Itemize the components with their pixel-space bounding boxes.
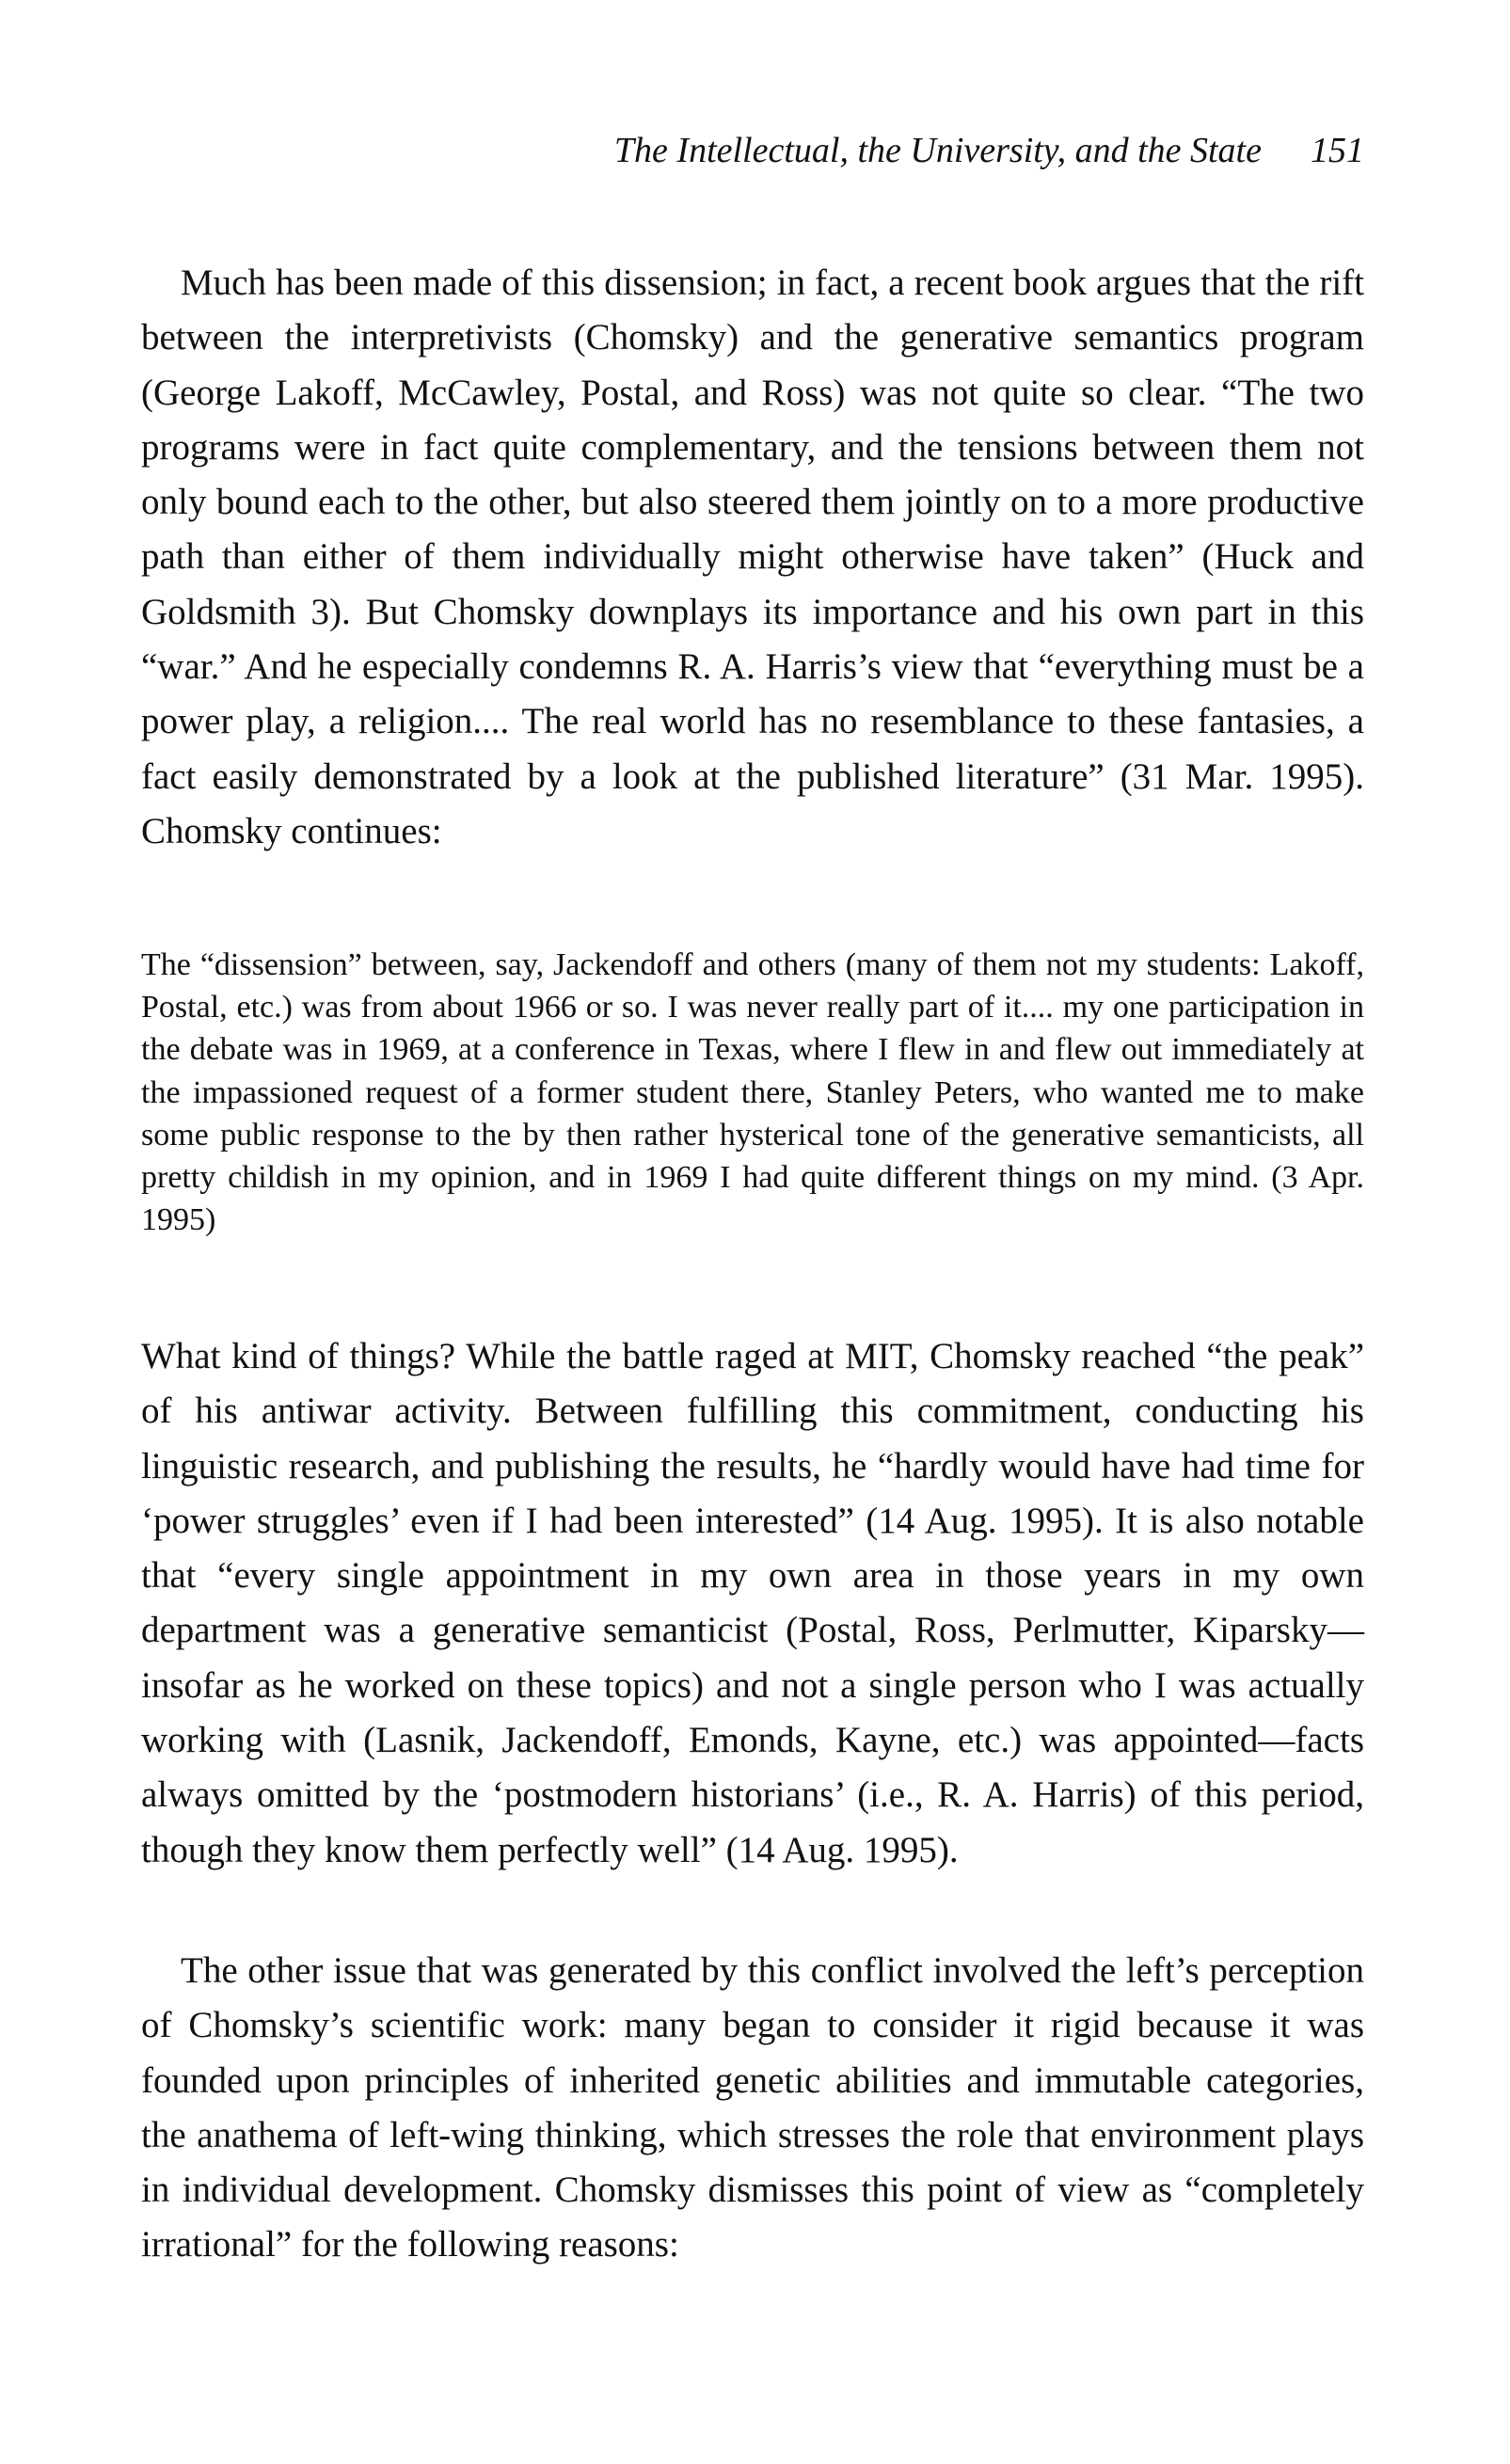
running-title: The Intellectual, the University, and the State: [613, 131, 1262, 170]
block-quote: The “dissension” between, say, Jackendoff and others (many of them not my students: Lakoff, Postal, etc.) was from about 1966 or so. I was never really part of it.... my one participation in the debate was in 1969, at a conference in Texas, where I flew in and flew out immediately at the impassioned request of a former student there, Stanley Peters, who wanted me to make some public response to the by then rather hysterical tone of the generative semanticists, all pretty childish in my opinion, and in 1969 I had quite different things on my mind. (3 Apr. 1995): [141, 947, 1364, 1238]
body-paragraph-2: What kind of things? While the battle raged at MIT, Chomsky reached “the peak” of his antiwar activity. Between fulfilling this commitment, conducting his linguistic research, and publishing the results, he “hardly would have had time for ‘power struggles’ even if I had been interested” (14 Aug. 1995). It is also notable that “every single appointment in my own area in those years in my own department was a generative semanticist (Postal, Ross, Perlmutter, Kiparsky—insofar as he worked on these topics) and not a single person who I was actually working with (Lasnik, Jackendoff, Emonds, Kayne, etc.) was appointed—facts always omitted by the ‘postmodern historians’ (i.e., R. A. Harris) of this period, though they know them perfectly well” (14 Aug. 1995).: [141, 1336, 1364, 1870]
page-number: 151: [1311, 131, 1364, 170]
running-head: [141, 130, 1364, 171]
body-paragraph-1: Much has been made of this dissension; in fact, a recent book argues that the rift between the interpretivists (Chomsky) and the generative semantics program (George Lakoff, McCawley, Postal, and Ross) was not quite so clear. “The two programs were in fact quite complementary, and the tensions between them not only bound each to the other, but also steered them jointly on to a more productive path than either of them individually might otherwise have taken” (Huck and Goldsmith 3). But Chomsky downplays its importance and his own part in this “war.” And he especially condemns R. A. Harris’s view that “everything must be a power play, a religion.... The real world has no resemblance to these fantasies, a fact easily demonstrated by a look at the published literature” (31 Mar. 1995). Chomsky continues:: [141, 262, 1364, 851]
body-paragraph-3: The other issue that was generated by this conflict involved the left’s perception of Chomsky’s scientific work: many began to consider it rigid because it was founded upon principles of inherited genetic abilities and immutable categories, the anathema of left-wing thinking, which stresses the role that environment plays in individual development. Chomsky dismisses this point of view as “completely irrational” for the following reasons:: [141, 1950, 1364, 2265]
